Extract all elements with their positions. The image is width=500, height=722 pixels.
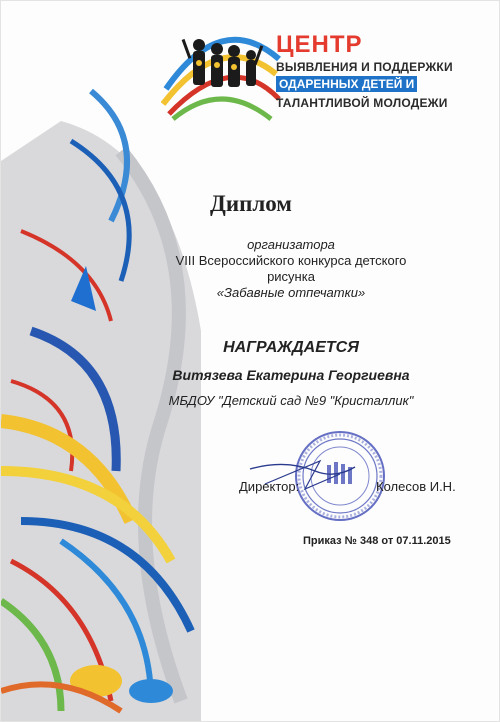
- contest-line-1: VIII Всероссийского конкурса детского: [175, 253, 407, 268]
- director-label: Директор:: [239, 479, 300, 494]
- logo-line-3: ОДАРЕННЫХ ДЕТЕЙ И: [276, 76, 417, 92]
- organization-logo: [161, 19, 471, 129]
- logo-line-2: ВЫЯВЛЕНИЯ И ПОДДЕРЖКИ: [276, 60, 453, 74]
- organizer-label: организатора: [247, 237, 335, 252]
- logo-line-1: ЦЕНТР: [276, 31, 363, 58]
- logo-text: [276, 19, 476, 109]
- director-name: Колесов И.Н.: [376, 479, 456, 494]
- diploma-title: Диплом: [210, 191, 292, 216]
- contest-line-2: рисунка: [267, 269, 315, 284]
- order-reference: Приказ № 348 от 07.11.2015: [303, 535, 451, 547]
- recipient-organization: МБДОУ "Детский сад №9 "Кристаллик": [168, 393, 414, 408]
- contest-description: [141, 237, 441, 301]
- awarded-heading: НАГРАЖДАЕТСЯ: [223, 339, 359, 356]
- logo-line-4: ТАЛАНТЛИВОЙ МОЛОДЕЖИ: [276, 96, 448, 110]
- contest-name: «Забавные отпечатки»: [216, 285, 366, 300]
- children-silhouettes-icon: [161, 19, 281, 129]
- recipient-name: Витязева Екатерина Георгиевна: [172, 367, 410, 383]
